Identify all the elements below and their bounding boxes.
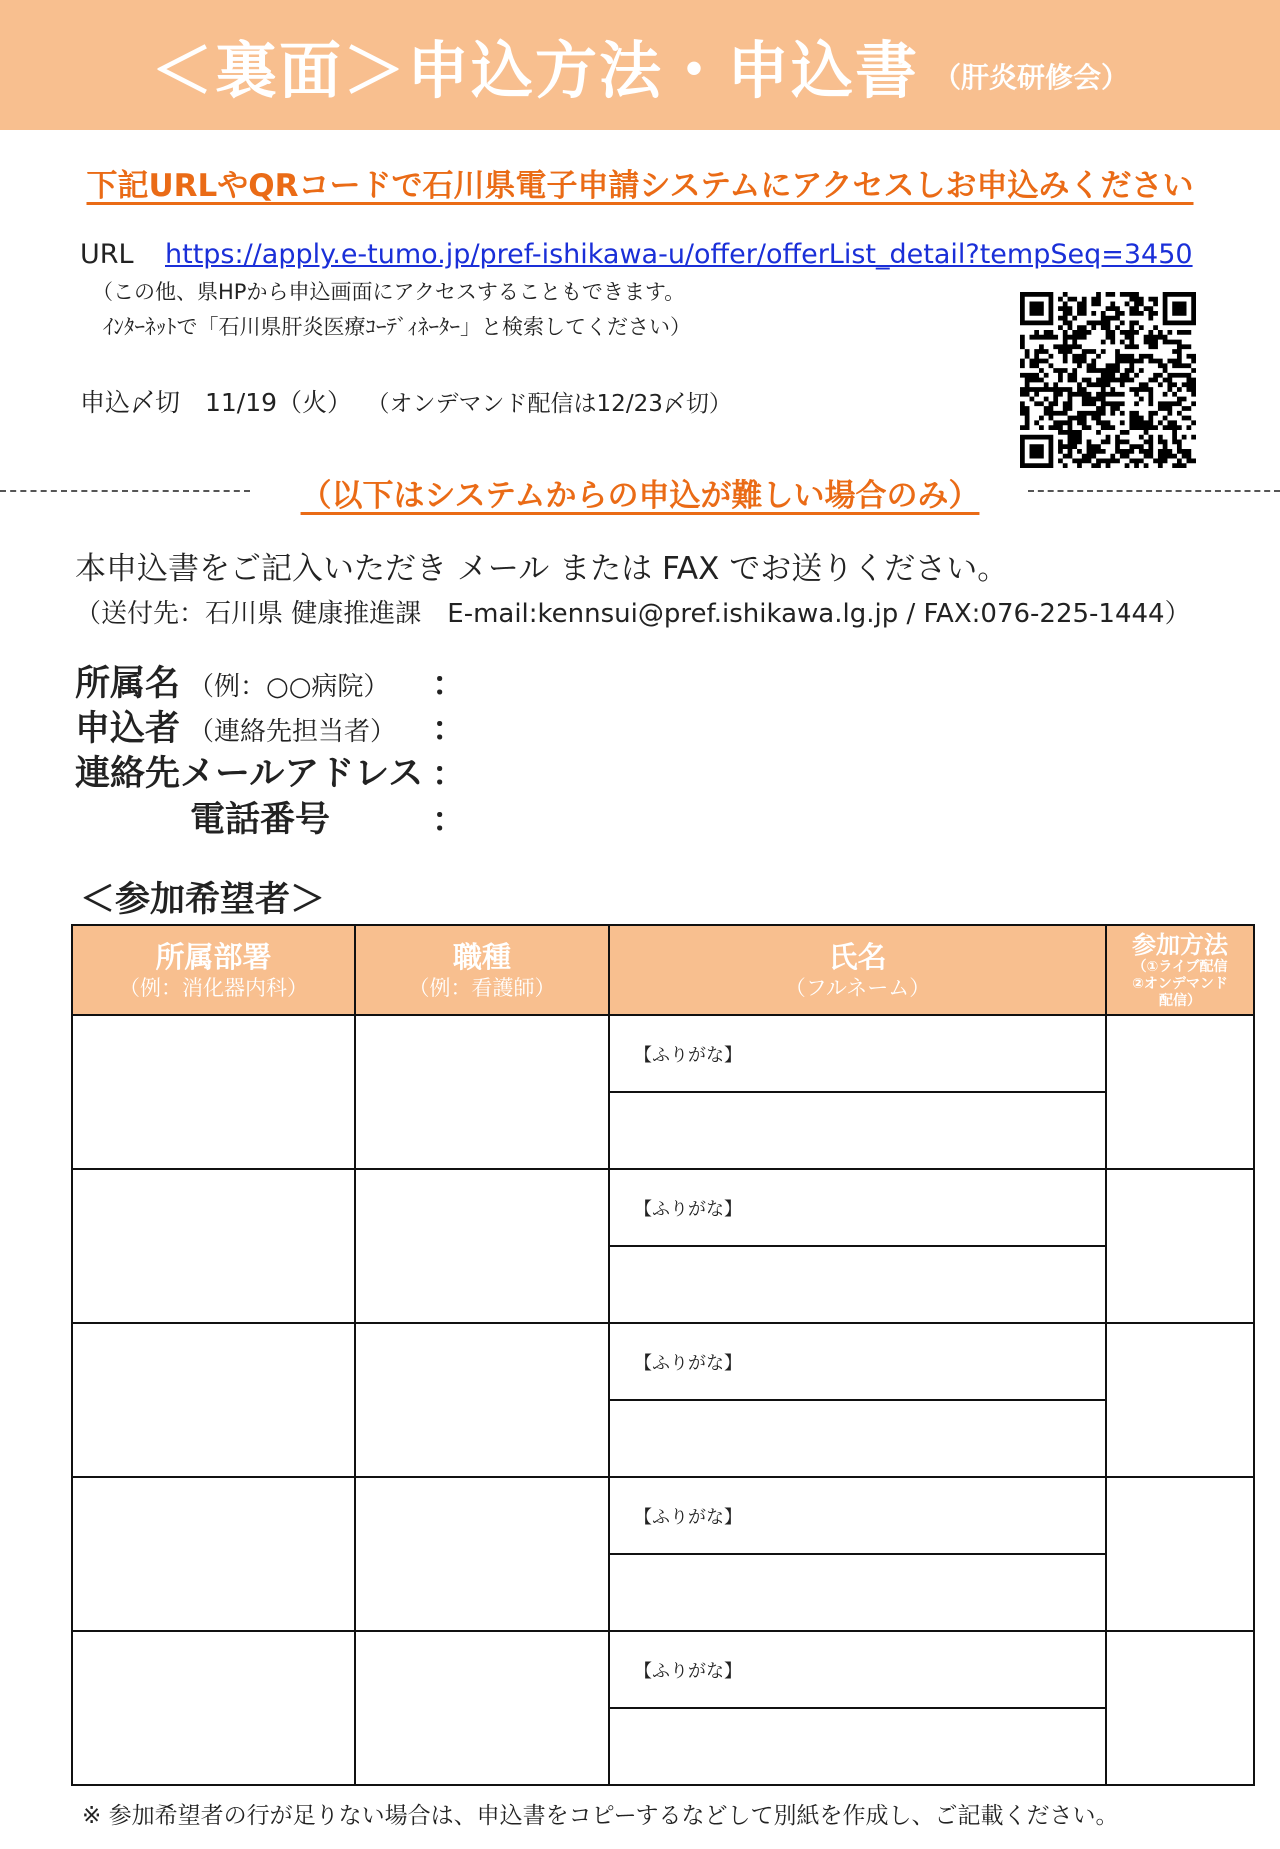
fullname-input[interactable] xyxy=(609,1246,1106,1323)
table-row xyxy=(72,1323,1254,1400)
applicant-label: 申込者 xyxy=(75,709,181,749)
header-option: 配信） xyxy=(1159,992,1201,1009)
method-input[interactable] xyxy=(1106,1477,1254,1631)
table-row xyxy=(72,1477,1254,1554)
header-title: 参加方法 xyxy=(1132,930,1228,959)
field-email xyxy=(75,746,423,796)
colon: ： xyxy=(432,800,465,839)
deadline-date: 申込〆切 11/19（火） xyxy=(80,388,353,417)
page-title: ＜裏面＞申込方法・申込書 xyxy=(150,33,919,107)
participants-table xyxy=(71,924,1255,1786)
method-input[interactable] xyxy=(1106,1323,1254,1477)
occupation-input[interactable] xyxy=(355,1169,609,1323)
header-method xyxy=(1106,925,1254,1015)
email-label: 連絡先メールアドレス xyxy=(75,754,424,794)
send-to-info: （送付先：石川県 健康推進課 E-mail:kennsui@pref.ishikawa.lg.jp / FAX:076-225-1444） xyxy=(75,599,1191,629)
colon: ： xyxy=(432,709,465,748)
department-input[interactable] xyxy=(72,1015,355,1169)
divider-heading xyxy=(0,470,1280,515)
furigana-input[interactable]: 【ふりがな】 xyxy=(609,1323,1106,1400)
method-input[interactable] xyxy=(1106,1631,1254,1785)
table-row xyxy=(72,1169,1254,1246)
department-input[interactable] xyxy=(72,1169,355,1323)
header-option: （①ライブ配信 xyxy=(1132,958,1228,975)
occupation-input[interactable] xyxy=(355,1323,609,1477)
mail-instruction: 本申込書をご記入いただき メール または FAX でお送りください。 xyxy=(75,551,1009,587)
footnote: ※ 参加希望者の行が足りない場合は、申込書をコピーするなどして別紙を作成し、ご記載ください。 xyxy=(82,1803,1119,1829)
department-input[interactable] xyxy=(72,1323,355,1477)
header-occupation xyxy=(355,925,609,1015)
colon: ： xyxy=(432,664,465,703)
participants-heading: ＜参加希望者＞ xyxy=(80,880,326,920)
furigana-input[interactable]: 【ふりがな】 xyxy=(609,1631,1106,1708)
fullname-input[interactable] xyxy=(609,1400,1106,1477)
table-row xyxy=(72,1631,1254,1708)
header-option: ②オンデマンド xyxy=(1132,975,1228,992)
table-row xyxy=(72,1015,1254,1092)
occupation-input[interactable] xyxy=(355,1477,609,1631)
field-phone xyxy=(190,792,330,842)
note-line-2: ｲﾝﾀｰﾈｯﾄで「石川県肝炎医療ｺｰﾃﾞｨﾈｰﾀｰ」と検索してください） xyxy=(103,315,691,339)
furigana-input[interactable]: 【ふりがな】 xyxy=(609,1169,1106,1246)
field-affiliation xyxy=(75,656,389,706)
header-name xyxy=(609,925,1106,1015)
header-example: （例：消化器内科） xyxy=(119,976,308,1000)
table-header-row xyxy=(72,925,1254,1015)
header-title: 氏名 xyxy=(828,940,887,974)
method-input[interactable] xyxy=(1106,1169,1254,1323)
ondemand-deadline: （オンデマンド配信は12/23〆切） xyxy=(378,391,732,417)
phone-label: 電話番号 xyxy=(190,800,331,840)
online-instruction: 下記URLやQRコードで石川県電子申請システムにアクセスしお申込みください xyxy=(86,168,1194,204)
affiliation-example: （例：○○病院） xyxy=(188,672,390,702)
affiliation-label: 所属名 xyxy=(75,664,181,704)
note-line-1: （この他、県HPから申込画面にアクセスすることもできます。 xyxy=(92,280,686,304)
page-subtitle: （肝炎研修会） xyxy=(933,61,1130,94)
header-title: 職種 xyxy=(452,940,511,974)
fullname-input[interactable] xyxy=(609,1554,1106,1631)
occupation-input[interactable] xyxy=(355,1015,609,1169)
deadline-text xyxy=(80,383,732,419)
header-example: （例：看護師） xyxy=(408,976,556,1000)
header-department xyxy=(72,925,355,1015)
department-input[interactable] xyxy=(72,1477,355,1631)
fullname-input[interactable] xyxy=(609,1708,1106,1785)
method-input[interactable] xyxy=(1106,1015,1254,1169)
fullname-input[interactable] xyxy=(609,1092,1106,1169)
applicant-example: （連絡先担当者） xyxy=(188,717,397,747)
page-banner xyxy=(0,0,1280,130)
furigana-input[interactable]: 【ふりがな】 xyxy=(609,1477,1106,1554)
furigana-input[interactable]: 【ふりがな】 xyxy=(609,1015,1106,1092)
colon: ： xyxy=(432,754,465,793)
department-input[interactable] xyxy=(72,1631,355,1785)
url-label: URL xyxy=(80,239,134,270)
occupation-input[interactable] xyxy=(355,1631,609,1785)
header-example: （フルネーム） xyxy=(784,976,931,1000)
application-url-link[interactable]: https://apply.e-tumo.jp/pref-ishikawa-u/offer/offerList_detail?tempSeq=3450 xyxy=(165,239,1193,270)
header-title: 所属部署 xyxy=(155,940,272,974)
field-applicant xyxy=(75,701,396,751)
qr-code-icon[interactable] xyxy=(1020,292,1196,468)
divider-text: （以下はシステムからの申込が難しい場合のみ） xyxy=(300,478,980,514)
